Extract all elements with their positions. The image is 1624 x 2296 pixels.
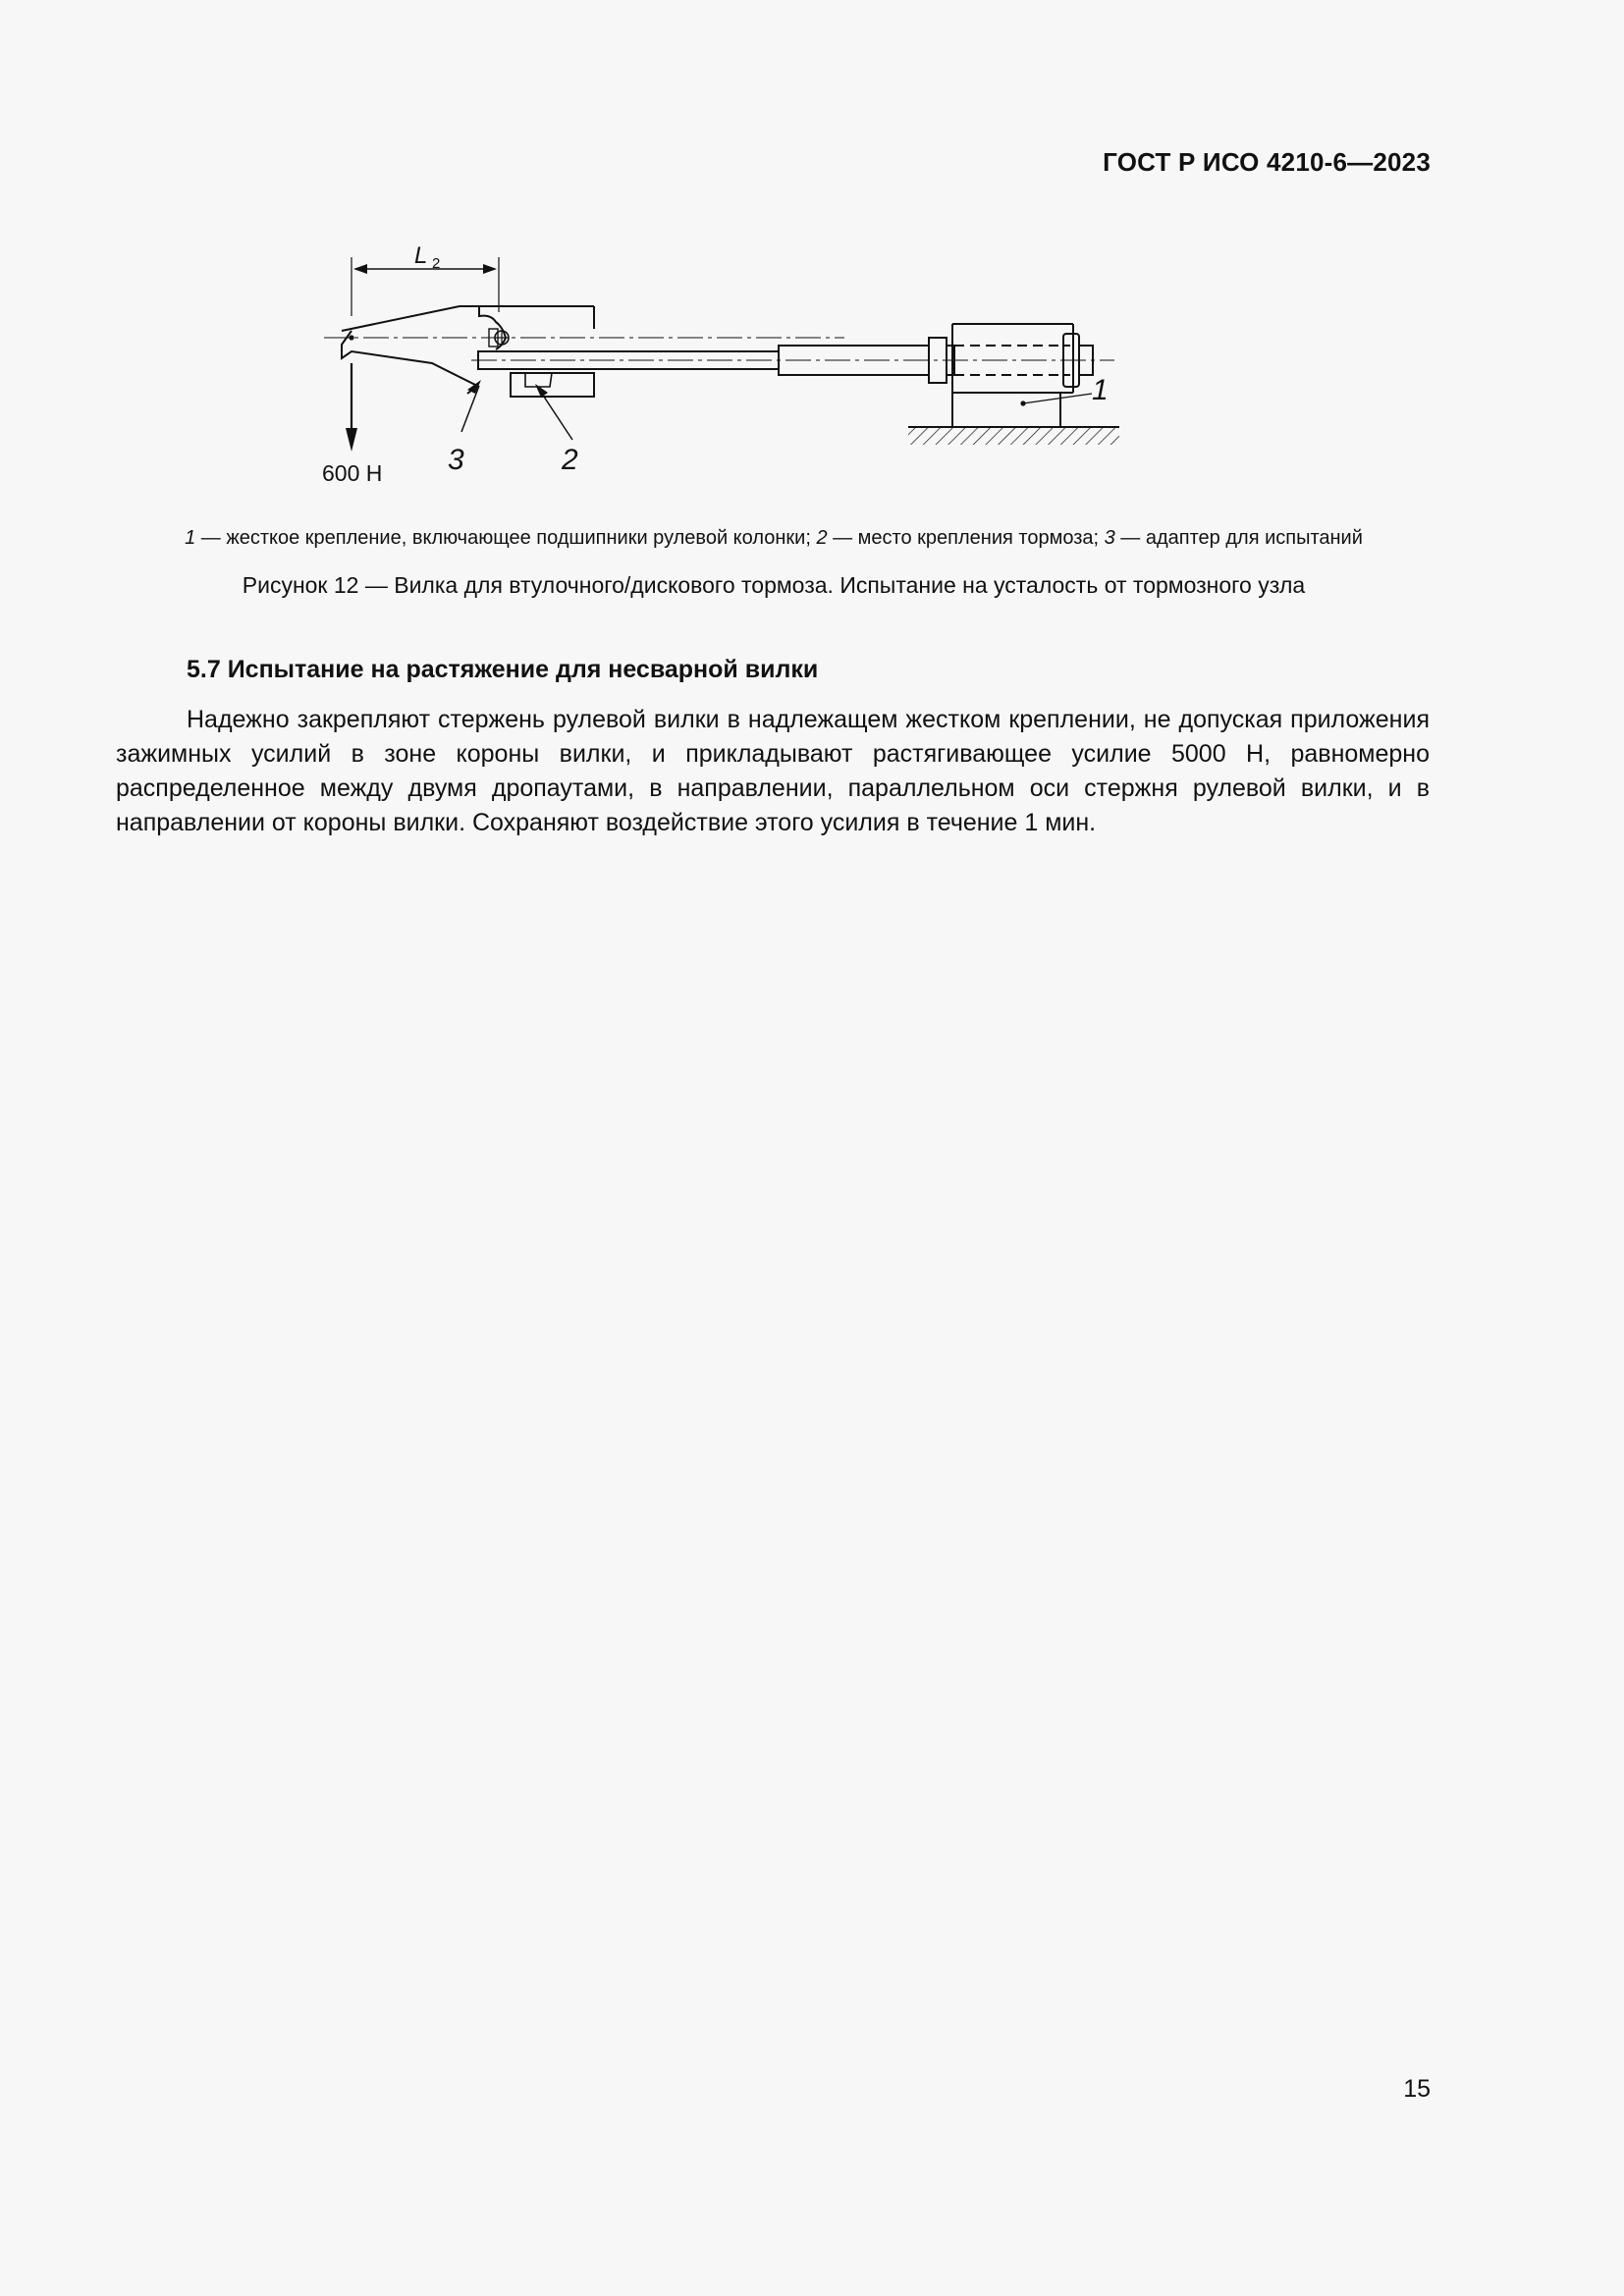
legend-num-3: 3 [1104,527,1115,549]
figure-legend [118,527,1430,550]
section-heading: 5.7 Испытание на растяжение для несварной вилки [187,656,819,683]
section-paragraph: Надежно закрепляют стержень рулевой вилки в надлежащем жестком креплении, не допуская приложения зажимных усилий в зоне короны вилки, и прикладывают растягивающее усилие 5000 Н, равномерно распределенное между двумя дропаутами, в направлении, параллельном оси стержня рулевой вилки, и в направлении от короны вилки. Сохраняют воздействие этого усилия в течение 1 мин. [116,706,1430,836]
figure-caption: Рисунок 12 — Вилка для втулочного/дискового тормоза. Испытание на усталость от тормозного узла [242,572,1306,598]
document-header: ГОСТ Р ИСО 4210-6—2023 [1103,147,1431,177]
figure-12-diagram [295,236,1257,491]
legend-text-3: — адаптер для испытаний [1114,527,1363,549]
callout-3: 3 [448,444,464,476]
dimension-label: L [414,242,428,269]
callout-2: 2 [562,444,578,476]
fork-test-drawing [295,236,1257,491]
legend-text-2: — место крепления тормоза; [827,527,1105,549]
legend-num-2: 2 [816,527,828,549]
force-label: 600 Н [322,460,383,486]
dimension-subscript: 2 [432,255,441,272]
callout-1: 1 [1092,374,1109,406]
legend-num-1: 1 [185,527,196,549]
page-number: 15 [1403,2075,1431,2103]
legend-text-1: — жесткое крепление, включающее подшипники рулевой колонки; [195,527,817,549]
